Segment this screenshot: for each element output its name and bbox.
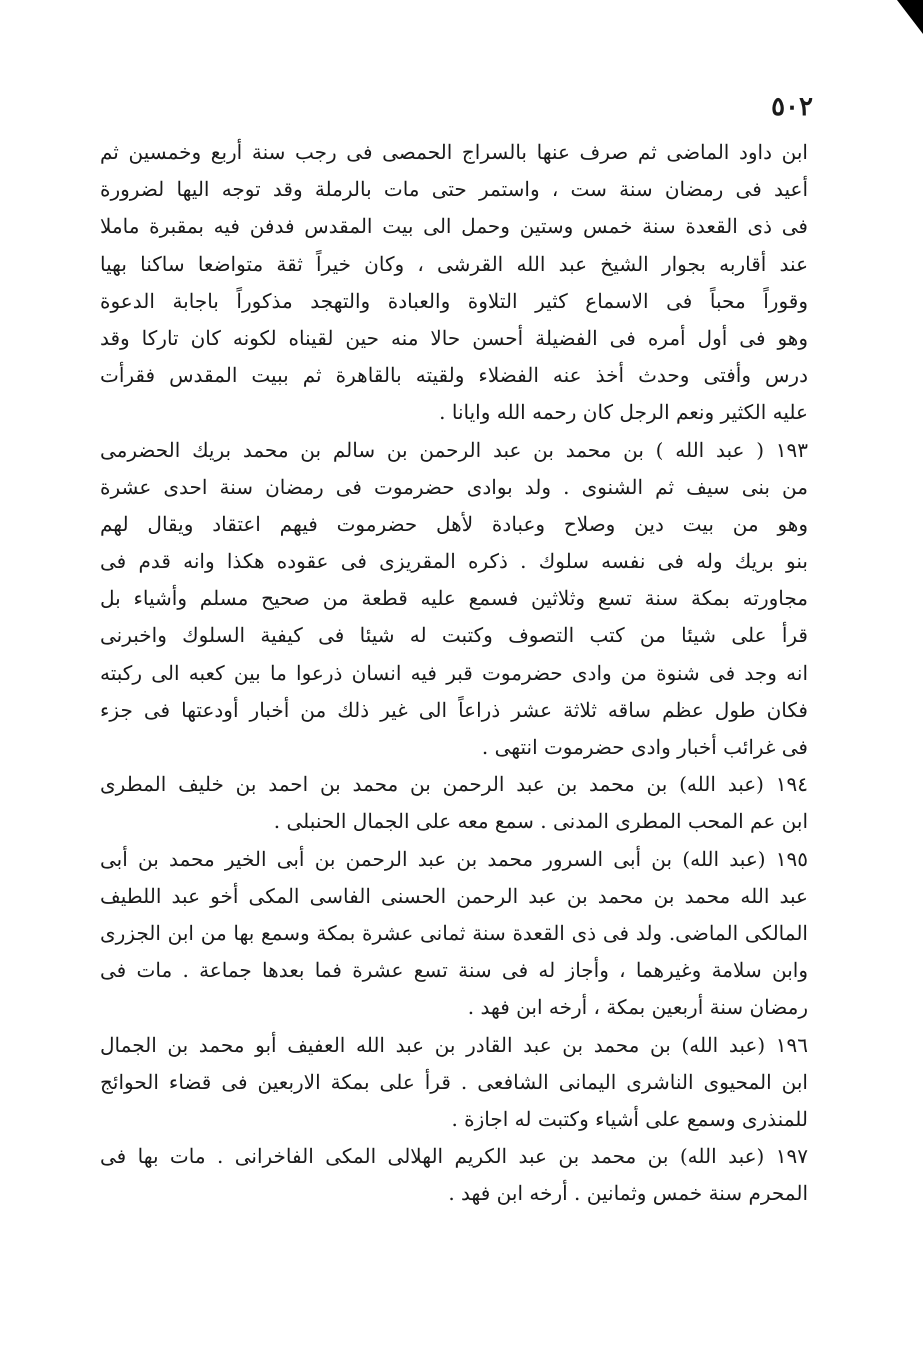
text-line: وابن سلامة وغيرهما ، وأجاز له فى سنة تسع عشرة فما بعدها جماعة . مات فى — [100, 958, 808, 983]
text-line: درس وأفتى وحدث أخذ عنه الفضلاء ولقيته بالقاهرة ثم ببيت المقدس فقرأت — [100, 363, 808, 388]
text-line: ابن عم المحب المطرى المدنى . سمع معه على الجمال الحنبلى . — [273, 809, 808, 834]
text-line: ١٩٣ ( عبد الله ) بن محمد بن عبد الرحمن بن سالم بن محمد بريك الحضرمى — [100, 437, 808, 462]
text-line: عبد الله محمد بن محمد بن عبد الرحمن الحسنى الفاسى المكى أخو عبد اللطيف — [100, 883, 808, 908]
text-line: أعيد فى رمضان سنة ست ، واستمر حتى مات بالرملة وقد توجه اليها لضرورة — [100, 177, 808, 202]
text-line: بنو بريك وله فى نفسه سلوك . ذكره المقريزى فى عقوده هكذا وانه قدم فى — [100, 549, 808, 574]
text-line: عند أقاربه بجوار الشيخ عبد الله القرشى ، وكان خيراً ثقة متواضعا ساكنا بهيا — [100, 251, 808, 276]
text-line: ١٩٧ (عبد الله) بن محمد بن عبد الكريم الهلالى المكى الفاخرانى . مات بها فى — [100, 1144, 808, 1169]
page-corner-mark — [897, 0, 923, 34]
text-line: ابن المحيوى الناشرى اليمانى الشافعى . قرأ على بمكة الاربعين فى قضاء الحوائج — [100, 1069, 808, 1094]
text-line: فى غرائب أخبار وادى حضرموت انتهى . — [481, 735, 808, 759]
text-line: فى ذى القعدة سنة خمس وستين وحمل الى بيت المقدس فدفن فيه بمقبرة ماملا — [100, 214, 808, 239]
text-line: المحرم سنة خمس وثمانين . أرخه ابن فهد . — [448, 1181, 808, 1206]
text-line: انه وجد فى شنوة من وادى حضرموت قبر فيه انسان ذرعوا ما بين كعبه الى ركبته — [100, 660, 808, 685]
body-text — [100, 134, 808, 1212]
text-line: للمنذرى وسمع على أشياء وكتبت له اجازة . — [451, 1106, 808, 1131]
text-line: ١٩٤ (عبد الله) بن محمد بن عبد الرحمن بن محمد بن احمد بن خليف المطرى — [100, 772, 808, 797]
text-line: فكان طول عظم ساقه ثلاثة عشر ذراعاً الى غير ذلك من أخبار أودعتها فى جزء — [100, 697, 808, 722]
text-line: ١٩٦ (عبد الله) بن محمد بن عبد القادر بن عبد الله العفيف أبو محمد بن الجمال — [100, 1032, 808, 1057]
text-line: رمضان سنة أربعين بمكة ، أرخه ابن فهد . — [467, 995, 808, 1020]
text-line: عليه الكثير ونعم الرجل كان رحمه الله وايانا . — [439, 400, 808, 425]
text-line: ابن داود الماضى ثم صرف عنها بالسراج الحمصى فى رجب سنة أربع وخمسين ثم — [100, 140, 808, 164]
text-line: ١٩٥ (عبد الله) بن أبى السرور محمد بن عبد الرحمن بن أبى الخير محمد بن أبى — [100, 846, 808, 871]
page-number: ٥٠٢ — [771, 92, 813, 122]
text-line: مجاورته بمكة سنة تسع وثلاثين فسمع عليه قطعة من صحيح مسلم وأشياء بل — [100, 586, 808, 611]
text-line: قرأ على شيئا من كتب التصوف وكتبت له شيئا فى كيفية السلوك واخبرنى — [100, 623, 808, 648]
text-line: المالكى الماضى. ولد فى ذى القعدة سنة ثمانى عشرة بمكة وسمع بها من ابن الجزرى — [100, 920, 808, 945]
text-line: وهو من بيت دين وصلاح وعبادة لأهل حضرموت فيهم اعتقاد ويقال لهم — [100, 511, 808, 536]
text-line: وهو فى أول أمره فى الفضيلة أحسن حالا منه حين لقيناه لكونه كان تاركا وقد — [100, 325, 808, 350]
text-line: وقوراً محباً فى الاسماع كثير التلاوة والعبادة والتهجد مذكوراً باجابة الدعوة — [100, 288, 808, 313]
text-line: من بنى سيف ثم الشنوى . ولد بوادى حضرموت فى رمضان سنة احدى عشرة — [100, 474, 808, 499]
